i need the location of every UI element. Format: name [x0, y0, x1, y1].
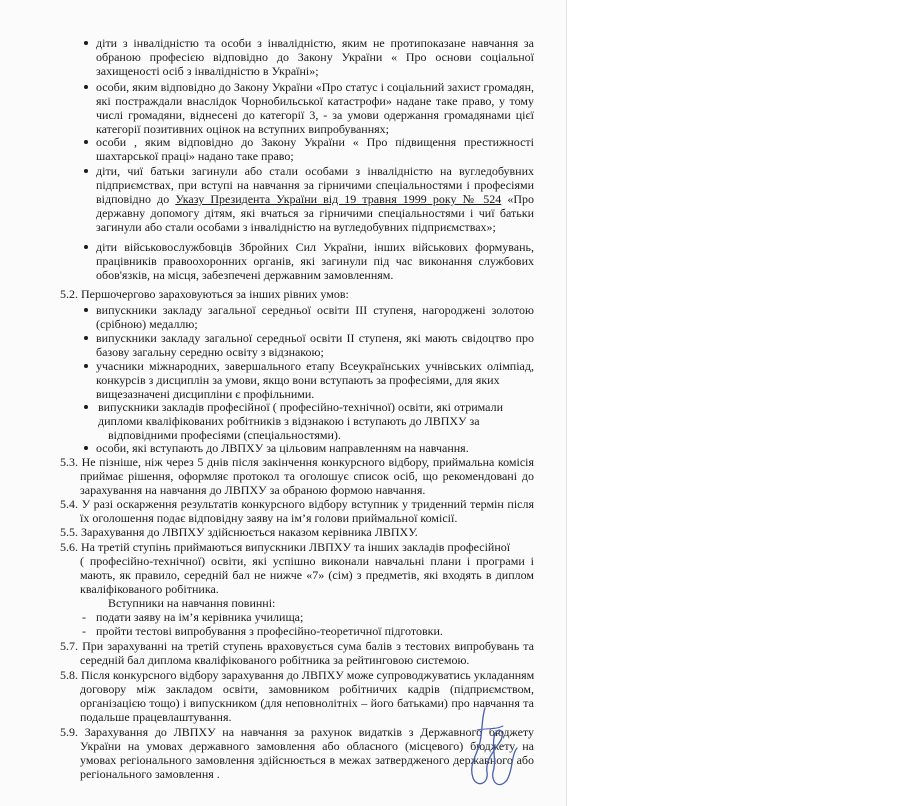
text-line: (срібною) медаллю; — [96, 317, 198, 331]
text-line: зарахування на навчання до ЛВПХУ за обраною формою навчання. — [80, 483, 426, 497]
signature-mark — [455, 700, 535, 800]
text-line: захищеності осіб з інвалідністю в Україні»; — [96, 64, 319, 78]
text-line: 5.8. Після конкурсного відбору зарахування до ЛВПХУ може супроводжуватись укладанням — [60, 668, 535, 682]
bullet-icon — [84, 364, 88, 368]
text-line: особи, яким відповідно до Закону України «Про статус і соціальний захист громадян, — [96, 80, 534, 94]
text-line: регіонального замовлення . — [80, 767, 220, 781]
text-line: середній бал диплома кваліфікованого робітника за рейтинговою системою. — [80, 653, 470, 667]
text-line: дипломи кваліфікованих робітників з відзнакою і вступають до ЛВПХУ за — [98, 414, 480, 428]
text-line: договору між закладом освіти, замовником робітничих кадрів (підприємством, — [80, 682, 534, 696]
text-line: державну допомогу дітям, які вчаться за гірничими спеціальностями і чиї батьки — [96, 206, 534, 220]
text-line: подати заяву на ім’я керівника училища; — [96, 610, 304, 624]
text-line: числі громадяни, віднесені до категорії 3, - за умови одержання громадянами цієї — [96, 108, 534, 122]
text-line: подальше працевлаштування. — [80, 710, 232, 724]
text-line: організацією тощо) і випускником (для неповнолітніх – його батьками) про навчання та — [80, 696, 534, 710]
text-fragment: відповідно до — [96, 192, 176, 206]
dash-marker: - — [82, 624, 86, 638]
text-line — [96, 192, 534, 206]
text-line: вищезазначені дисципліни є профільними. — [96, 387, 315, 401]
text-line: 5.5. Зарахування до ЛВПХУ здійснюється наказом керівника ЛВПХУ. — [60, 525, 418, 539]
bullet-icon — [84, 405, 88, 409]
bullet-icon — [84, 169, 88, 173]
text-line: обраною професією відповідно до Закону України « Про основи соціальної — [96, 50, 534, 64]
text-line: пройти тестові випробування з професійно-теоретичної підготовки. — [96, 624, 443, 638]
text-line: випускники закладів професійної ( професійно-технічної) освіти, які отримали — [98, 400, 503, 414]
text-line: конкурсів з дисциплін за умови, якщо вони вступають за професіями, для яких — [96, 373, 500, 387]
section-heading: 5.2. Першочергово зараховуються за інших рівних умов: — [60, 287, 349, 301]
text-line: України на умовах державного замовлення або обласного (місцевого) бюджету на — [80, 739, 534, 753]
text-line: 5.7. При зарахуванні на третій ступень враховується сума балів з тестових випробувань та — [60, 639, 534, 653]
text-line: діти військовослужбовців Збройних Сил України, інших військових формувань, — [96, 240, 534, 254]
text-line: учасники міжнародних, завершального етапу Всеукраїнських учнівських олімпіад, — [96, 359, 534, 373]
text-line: 5.4. У разі оскарження результатів конкурсного відбору вступник у триденний термін після — [60, 497, 534, 511]
text-line: випускники закладу загальної середньої освіти ІІІ ступеня, нагороджені золотою — [96, 303, 534, 317]
bullet-icon — [84, 41, 88, 45]
text-line: кваліфікованого робітника. — [80, 582, 219, 596]
bullet-icon — [84, 446, 88, 450]
text-line: категорії позитивних оцінок на вступних випробуваннях; — [96, 122, 390, 136]
text-line: особи , яким відповідно до Закону України « Про підвищення престижності — [96, 135, 534, 149]
text-line: Вступники на навчання повинні: — [108, 596, 276, 610]
text-line: приймає рішення, оформляє протокол та оголошує список осіб, що рекомендовані до — [80, 469, 534, 483]
text-line: діти, чиї батьки загинули або стали особами з інвалідністю на вугледобувних — [96, 164, 534, 178]
text-line: які постраждали внаслідок Чорнобильської катастрофи» надане таке право, у тому — [96, 94, 534, 108]
text-line: загинули або стали особами з інвалідністю на вугледобувних підприємствах»; — [96, 220, 496, 234]
bullet-icon — [84, 245, 88, 249]
text-line: 5.6. На третій ступінь приймаються випускники ЛВПХУ та інших закладів професійної — [60, 540, 511, 554]
text-line: обов'язків, на місця, забезпечені державним замовленням. — [96, 268, 394, 282]
text-line: діти з інвалідністю та особи з інвалідністю, яким не протипоказане навчання за — [96, 36, 534, 50]
text-line: 5.9. Зарахування до ЛВПХУ на навчання за рахунок видатків з Державного бюджету — [60, 725, 534, 739]
text-fragment: «Про — [501, 192, 534, 206]
text-line: працівників правоохоронних органів, які загинули під час виконання службових — [96, 254, 534, 268]
bullet-icon — [84, 336, 88, 340]
text-line: умовах регіонального замовлення здійснюється в межах затвердженого державного або — [80, 753, 534, 767]
text-line: їх оголошення подає відповідну заяву на ім’я голови приймальної комісії. — [80, 511, 458, 525]
decree-reference-link[interactable]: Указу Президента України від 19 травня 1999 року № 524 — [175, 192, 502, 206]
bullet-icon — [84, 308, 88, 312]
text-line: шахтарської праці» надано таке право; — [96, 149, 294, 163]
text-line: особи, які вступають до ЛВПХУ за цільовим направленням на навчання. — [96, 441, 469, 455]
dash-marker: - — [82, 610, 86, 624]
text-line: базову загальну середню освіту з відзнакою; — [96, 345, 324, 359]
text-line: підприємствах, при вступі на навчання за гірничими спеціальностями і професіями — [96, 178, 534, 192]
page-edge-divider — [566, 0, 567, 806]
text-line: мають, як правило, середній бал не нижче «7» (сім) з предметів, які входять в диплом — [80, 568, 534, 582]
text-line: відповідними професіями (спеціальностями). — [108, 428, 341, 442]
text-line: ( професійно-технічної) освіти, які успішно виконали навчальні плани і програми і — [80, 554, 534, 568]
text-line: 5.3. Не пізніше, ніж через 5 днів після закінчення конкурсного відбору, приймальна комісія — [60, 455, 534, 469]
text-line: випускники закладу загальної середньої освіти ІІ ступеня, які мають свідоцтво про — [96, 331, 534, 345]
bullet-icon — [84, 85, 88, 89]
bullet-icon — [84, 140, 88, 144]
